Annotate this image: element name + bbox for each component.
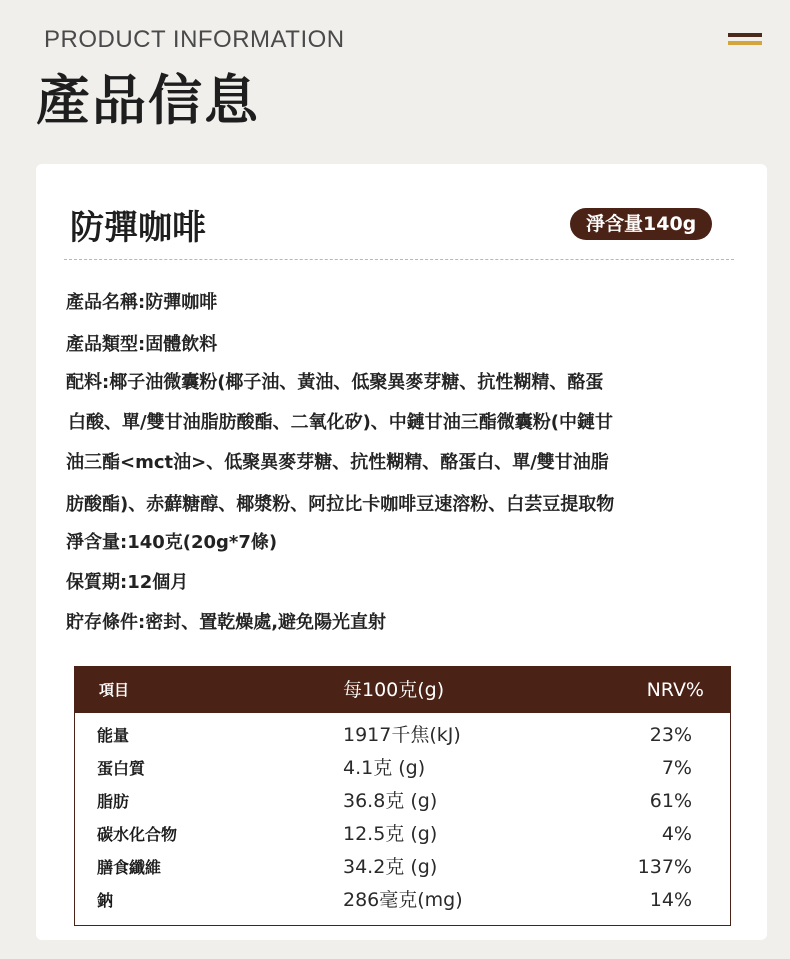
nutrition-table xyxy=(74,666,731,926)
info-line-net: 淨含量:140克(20g*7條) xyxy=(66,532,278,553)
header-item: 項目 xyxy=(99,681,130,699)
table-row xyxy=(75,884,730,917)
header-nrv: NRV% xyxy=(646,679,704,701)
info-line-storage: 貯存條件:密封、置乾燥處,避免陽光直射 xyxy=(66,612,387,633)
row-nrv: 23% xyxy=(649,724,692,746)
row-item: 蛋白質 xyxy=(97,759,146,778)
product-name: 防彈咖啡 xyxy=(70,208,206,248)
row-item: 碳水化合物 xyxy=(97,825,178,844)
info-line-type: 產品類型:固體飲料 xyxy=(66,334,218,355)
decorative-lines xyxy=(728,33,762,45)
row-value: 1917千焦(kJ) xyxy=(343,724,461,746)
info-line-shelf-life: 保質期:12個月 xyxy=(66,572,189,593)
row-value: 12.5克 (g) xyxy=(343,823,438,845)
row-value: 286毫克(mg) xyxy=(343,889,463,911)
row-value: 34.2克 (g) xyxy=(343,856,438,878)
eyebrow-text: PRODUCT INFORMATION xyxy=(44,26,345,53)
row-item: 能量 xyxy=(97,726,130,745)
row-item: 脂肪 xyxy=(97,792,130,811)
row-nrv: 4% xyxy=(661,823,692,845)
product-card xyxy=(36,164,767,940)
table-header xyxy=(75,667,730,713)
info-line-ingredients-1: 配料:椰子油微囊粉(椰子油、黃油、低聚異麥芽糖、抗性糊精、酪蛋 xyxy=(66,372,604,393)
row-value: 36.8克 (g) xyxy=(343,790,438,812)
table-row xyxy=(75,818,730,851)
row-nrv: 137% xyxy=(637,856,692,878)
table-row xyxy=(75,785,730,818)
row-nrv: 61% xyxy=(649,790,692,812)
row-value: 4.1克 (g) xyxy=(343,757,426,779)
row-item: 膳食纖維 xyxy=(97,858,162,877)
row-nrv: 14% xyxy=(649,889,692,911)
table-row xyxy=(75,719,730,752)
row-nrv: 7% xyxy=(661,757,692,779)
table-row xyxy=(75,851,730,884)
info-line-name: 產品名稱:防彈咖啡 xyxy=(66,292,218,313)
page-title: 產品信息 xyxy=(36,69,260,132)
table-row xyxy=(75,752,730,785)
net-weight-badge: 淨含量140g xyxy=(570,208,712,240)
row-item: 鈉 xyxy=(97,891,114,910)
info-line-ingredients-2: 白酸、單/雙甘油脂肪酸酯、二氧化矽)、中鏈甘油三酯微囊粉(中鏈甘 xyxy=(68,412,614,433)
dashed-divider xyxy=(64,259,734,260)
info-line-ingredients-4: 肪酸酯)、赤蘚糖醇、椰漿粉、阿拉比卡咖啡豆速溶粉、白芸豆提取物 xyxy=(66,494,615,515)
info-line-ingredients-3: 油三酯<mct油>、低聚異麥芽糖、抗性糊精、酪蛋白、單/雙甘油脂 xyxy=(66,452,609,473)
header-per100g: 每100克(g) xyxy=(343,679,445,701)
